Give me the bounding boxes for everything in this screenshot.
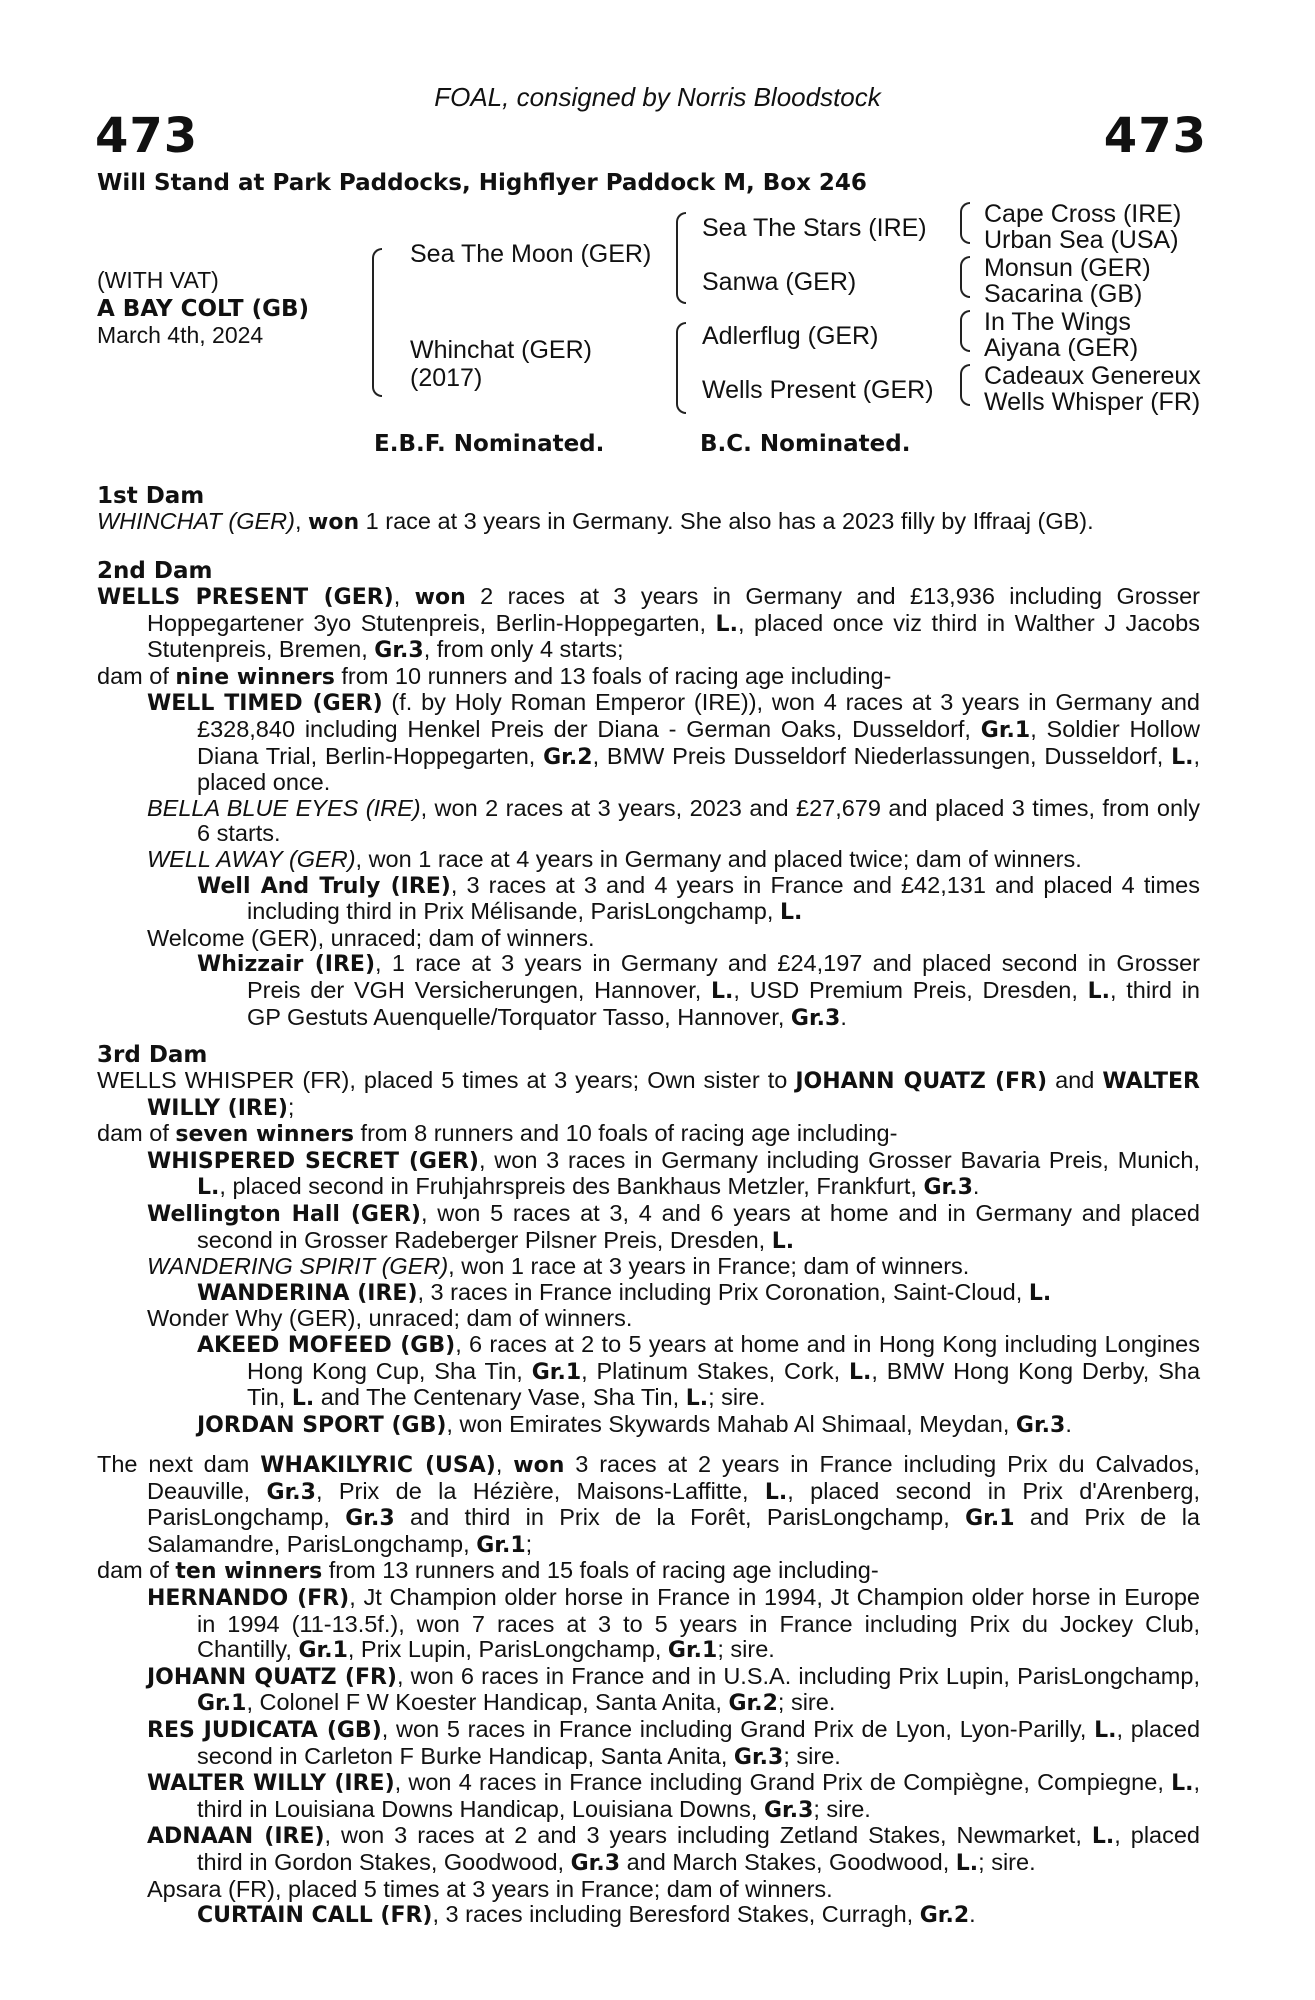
pedigree-paragraph [97, 690, 1200, 795]
bold-run: L. [711, 978, 734, 1004]
text-run: dam of [97, 1557, 176, 1584]
text-run: and [1047, 1067, 1103, 1093]
text-run: , 3 races at 3 and 4 years in France and £42,131 and placed 4 times including third in Prix Mélisande, ParisLongchamp, [247, 871, 1200, 925]
text-run: ; sire. [783, 1742, 841, 1769]
pedigree-brace-sire [676, 212, 686, 304]
text-run: ; sire. [717, 1636, 775, 1663]
text-run: , third in GP Gestuts Auenquelle/Torquator Tasso, Hannover, [247, 976, 1200, 1030]
text-run: , placed second in Prix d'Arenberg, ParisLongchamp, [147, 1477, 1200, 1531]
bold-run: nine winners [175, 664, 335, 690]
first-dam-paragraph [97, 509, 1200, 536]
text-run: , won 4 races in France including Grand Prix de Compiègne, Compiegne, [394, 1769, 1172, 1796]
bold-run: ten winners [175, 1559, 323, 1585]
text-run: , won 5 races in France including Grand Prix de Lyon, Lyon-Parilly, [381, 1715, 1095, 1742]
bold-run: L. [1028, 1280, 1052, 1306]
bold-run: L. [849, 1359, 872, 1385]
bold-run: Gr.3 [345, 1506, 395, 1532]
bold-run: won [414, 585, 466, 610]
pedigree-paragraph [97, 1717, 1200, 1770]
bold-run: WELLS PRESENT (GER) [97, 585, 394, 610]
pedigree-paragraph [97, 1254, 1200, 1280]
text-run: from 8 runners and 10 foals of racing age including- [354, 1120, 898, 1147]
ebf-nomination: E.B.F. Nominated. [374, 431, 605, 457]
text-run: , Jt Champion older horse in France in 1994, Jt Champion older horse in Europe in 1994 (11-13.5f.), won 7 races at 3 to 5 years in France including Prix du Jockey Club, Chantilly, [197, 1583, 1201, 1663]
text-run: . [1065, 1410, 1072, 1437]
text-run: Wonder Why (GER), unraced; dam of winners. [147, 1305, 633, 1332]
bold-run: WALTER WILLY (IRE) [147, 1069, 1200, 1121]
text-run: , Prix Lupin, ParisLongchamp, [347, 1636, 668, 1663]
pedigree-paragraph [97, 796, 1200, 847]
text-run: , won 1 race at 4 years in Germany and placed twice; dam of winners. [355, 845, 1082, 872]
bold-run: JORDAN SPORT (GB) [197, 1412, 447, 1438]
bold-run: ADNAAN (IRE) [147, 1824, 325, 1850]
pedigree-paragraph [97, 1877, 1200, 1903]
pedigree-paragraph [97, 1068, 1200, 1121]
bold-run: WANDERINA (IRE) [197, 1280, 418, 1306]
bold-run: Gr.1 [298, 1638, 348, 1664]
text-run: ; [287, 1093, 295, 1120]
bold-run: WHAKILYRIC (USA) [260, 1453, 496, 1478]
pedigree-dam-sire: Adlerflug (GER) [702, 322, 879, 350]
bold-run: L. [1087, 978, 1110, 1004]
text-run: , from only 4 starts; [423, 636, 624, 663]
bold-run: Well And Truly (IRE) [197, 873, 451, 899]
text-run: . [840, 1003, 847, 1030]
text-run: , placed second in Carleton F Burke Handicap, Santa Anita, [197, 1715, 1201, 1769]
bold-run: won [308, 510, 360, 535]
text-run: , 3 races including Beresford Stakes, Curragh, [432, 1901, 920, 1928]
bold-run: CURTAIN CALL (FR) [197, 1903, 433, 1929]
text-run: , placed once. [197, 742, 1201, 796]
bold-run: L. [1091, 1824, 1115, 1850]
pedigree-paragraph [97, 1823, 1200, 1876]
bold-run: L. [291, 1386, 315, 1412]
vat-note: (WITH VAT) [97, 267, 219, 293]
text-run: WELLS WHISPER (FR), placed 5 times at 3 years; Own sister to [97, 1067, 796, 1093]
pedigree-paragraph [97, 1148, 1200, 1201]
consignment-line: FOAL, consigned by Norris Bloodstock [434, 82, 881, 112]
pedigree-paragraph [97, 951, 1200, 1031]
pedigree-gg-2: Urban Sea (USA) [984, 226, 1179, 254]
text-run: , 1 race at 3 years in Germany and £24,197 and placed second in Grosser Preis der VGH Versicherungen, Hannover, [247, 950, 1200, 1003]
third-dam-section [97, 1068, 1200, 1438]
italic-run: WELL AWAY (GER) [147, 845, 356, 872]
text-run: , placed second in Fruhjahrspreis des Bankhaus Metzler, Frankfurt, [219, 1173, 924, 1200]
bold-run: Gr.1 [667, 1638, 718, 1664]
next-dam-section [97, 1452, 1200, 1929]
text-run: , won 3 races at 2 and 3 years including Zetland Stakes, Newmarket, [324, 1822, 1092, 1849]
pedigree-paragraph [97, 873, 1200, 926]
pedigree-paragraph [97, 1280, 1200, 1307]
pedigree-brace-g4 [960, 364, 970, 406]
text-run: , won 6 races in France and in U.S.A. including Prix Lupin, ParisLongchamp, [396, 1662, 1200, 1689]
text-run: ; [525, 1530, 533, 1557]
bold-run: L. [764, 1479, 788, 1505]
bold-run: Gr.1 [980, 717, 1031, 743]
italic-run: BELLA BLUE EYES (IRE) [147, 794, 421, 821]
pedigree-sire: Sea The Moon (GER) [410, 240, 652, 268]
bold-run: WALTER WILLY (IRE) [147, 1771, 395, 1797]
text-run: ; sire. [777, 1689, 836, 1716]
text-run: , [294, 508, 309, 534]
pedigree-brace-g3 [960, 310, 970, 352]
bold-run: L. [685, 1386, 709, 1412]
bold-run: Gr.3 [374, 638, 424, 664]
italic-run: WHINCHAT (GER) [97, 508, 295, 534]
bold-run: Gr.2 [728, 1691, 778, 1717]
second-dam-heading: 2nd Dam [97, 558, 213, 584]
bold-run: Gr.1 [476, 1532, 526, 1558]
horse-name: A BAY COLT (GB) [97, 296, 310, 322]
bold-run: Gr.3 [790, 1005, 841, 1031]
bold-run: Wellington Hall (GER) [147, 1201, 421, 1227]
pedigree-paragraph [97, 847, 1200, 873]
text-run: , won Emirates Skywards Mahab Al Shimaal, Meydan, [446, 1410, 1016, 1437]
bold-run: JOHANN QUATZ (FR) [147, 1664, 397, 1690]
pedigree-brace-dam [676, 322, 686, 414]
pedigree-paragraph [97, 1452, 1200, 1558]
text-run: from 10 runners and 13 foals of racing age including- [334, 662, 892, 689]
text-run: . [969, 1901, 976, 1928]
text-run: , 3 races in France including Prix Coronation, Saint-Cloud, [417, 1278, 1029, 1305]
lot-number-left: 473 [95, 108, 199, 164]
bold-run: Gr.3 [733, 1744, 784, 1770]
bold-run: WELL TIMED (GER) [147, 691, 383, 717]
bold-run: L. [779, 900, 803, 926]
text-run: , Platinum Stakes, Cork, [581, 1357, 850, 1384]
pedigree-paragraph [97, 1558, 1200, 1585]
pedigree-paragraph [97, 1201, 1200, 1254]
text-run: , USD Premium Preis, Dresden, [733, 976, 1088, 1003]
pedigree-brace-g2 [960, 256, 970, 298]
first-dam-heading: 1st Dam [97, 483, 205, 509]
text-run: , BMW Hong Kong Derby, Sha Tin, [247, 1357, 1201, 1411]
text-run: 3 races at 2 years in France including Prix du Calvados, Deauville, [147, 1451, 1200, 1504]
third-dam-heading: 3rd Dam [97, 1042, 208, 1068]
bold-run: HERNANDO (FR) [147, 1585, 350, 1611]
text-run: 1 race at 3 years in Germany. She also has a 2023 filly by Iffraaj (GB). [359, 508, 1094, 534]
bc-nomination: B.C. Nominated. [700, 431, 911, 457]
bold-run: Gr.3 [266, 1479, 316, 1505]
text-run: , 6 races at 2 to 5 years at home and in Hong Kong including Longines Hong Kong Cup, Sha Tin, [247, 1330, 1200, 1384]
pedigree-gg-3: Monsun (GER) [984, 254, 1151, 282]
bold-run: L. [715, 611, 738, 637]
text-run: Welcome (GER), unraced; dam of winners. [147, 924, 595, 951]
bold-run: WHISPERED SECRET (GER) [147, 1148, 479, 1174]
text-run: ; sire. [813, 1795, 871, 1822]
italic-run: WANDERING SPIRIT (GER) [147, 1253, 449, 1280]
bold-run: Gr.1 [197, 1691, 247, 1717]
bold-run: Gr.3 [923, 1175, 973, 1201]
pedigree-paragraph [97, 1121, 1200, 1148]
pedigree-paragraph [97, 1412, 1200, 1439]
bold-run: Gr.1 [531, 1359, 582, 1385]
text-run: , [495, 1451, 514, 1477]
pedigree-gg-6: Aiyana (GER) [984, 334, 1139, 362]
pedigree-dam-dam: Wells Present (GER) [702, 376, 934, 404]
bold-run: RES JUDICATA (GB) [147, 1717, 382, 1743]
bold-run: won [513, 1453, 565, 1478]
first-dam-text [97, 509, 1200, 536]
bold-run: Whizzair (IRE) [197, 952, 376, 978]
pedigree-gg-7: Cadeaux Genereux [984, 362, 1201, 390]
pedigree-brace-main [372, 248, 382, 397]
stand-location: Will Stand at Park Paddocks, Highflyer Paddock M, Box 246 [97, 170, 867, 196]
pedigree-sire-dam: Sanwa (GER) [702, 268, 857, 296]
pedigree-paragraph [97, 664, 1200, 691]
bold-run: L. [197, 1175, 220, 1201]
text-run: , third in Louisiana Downs Handicap, Louisiana Downs, [197, 1769, 1200, 1822]
text-run: from 13 runners and 15 foals of racing age including- [322, 1557, 879, 1584]
lot-number-right: 473 [1103, 108, 1207, 164]
text-run: and The Centenary Vase, Sha Tin, [314, 1384, 686, 1411]
text-run: , BMW Preis Dusseldorf Niederlassungen, Dusseldorf, [592, 742, 1172, 769]
text-run: ; sire. [708, 1384, 766, 1411]
bold-run: L. [1171, 744, 1194, 770]
pedigree-paragraph [97, 1902, 1200, 1929]
bold-run: L. [955, 1850, 979, 1876]
bold-run: seven winners [175, 1122, 355, 1148]
pedigree-paragraph [97, 1332, 1200, 1412]
text-run: Apsara (FR), placed 5 times at 3 years in France; dam of winners. [147, 1875, 833, 1902]
text-run: , Colonel F W Koester Handicap, Santa Anita, [246, 1689, 729, 1716]
bold-run: Gr.3 [570, 1850, 621, 1876]
text-run: , won 1 race at 3 years in France; dam of winners. [448, 1253, 970, 1280]
text-run: , won 5 races at 3, 4 and 6 years at home and in Germany and placed second in Grosser Radeberger Pilsner Preis, Dresden, [197, 1199, 1200, 1253]
text-run: . [972, 1173, 980, 1200]
pedigree-gg-1: Cape Cross (IRE) [984, 200, 1182, 228]
pedigree-sire-sire: Sea The Stars (IRE) [702, 214, 927, 242]
text-run: ; sire. [978, 1848, 1036, 1875]
text-run: , placed third in Gordon Stakes, Goodwood, [197, 1822, 1200, 1875]
pedigree-dam-year: (2017) [410, 364, 483, 392]
bold-run: Gr.3 [1015, 1412, 1066, 1438]
text-run: (f. by Holy Roman Emperor (IRE)), won 4 races at 3 years in Germany and £328,840 including Henkel Preis der Diana - German Oaks, Dusseldorf, [197, 689, 1200, 742]
text-run: , Soldier Hollow Diana Trial, Berlin-Hoppegarten, [197, 715, 1201, 769]
text-run: and Prix de la Salamandre, ParisLongchamp, [147, 1504, 1200, 1557]
bold-run: L. [1094, 1717, 1117, 1743]
bold-run: L. [1171, 1771, 1194, 1797]
text-run: dam of [97, 1120, 176, 1147]
bold-run: L. [771, 1228, 795, 1254]
text-run: and March Stakes, Goodwood, [620, 1848, 956, 1875]
pedigree-brace-g1 [960, 202, 970, 244]
bold-run: Gr.2 [919, 1903, 970, 1929]
text-run: and third in Prix de la Forêt, ParisLongchamp, [394, 1504, 966, 1531]
text-run: , [393, 583, 415, 609]
text-run: , won 2 races at 3 years, 2023 and £27,679 and placed 3 times, from only 6 starts. [197, 794, 1200, 847]
pedigree-paragraph [97, 1770, 1200, 1823]
pedigree-gg-5: In The Wings [984, 308, 1131, 336]
pedigree-paragraph [97, 1585, 1200, 1664]
bold-run: Gr.2 [543, 744, 593, 770]
pedigree-paragraph [97, 926, 1200, 952]
text-run: dam of [97, 662, 176, 689]
pedigree-gg-8: Wells Whisper (FR) [984, 388, 1201, 416]
horse-dob: March 4th, 2024 [97, 322, 264, 348]
text-run: , won 3 races in Germany including Grosser Bavaria Preis, Munich, [479, 1146, 1200, 1173]
text-run: , placed once viz third in Walther J Jacobs Stutenpreis, Bremen, [147, 609, 1200, 663]
text-run: The next dam [97, 1451, 261, 1477]
pedigree-dam: Whinchat (GER) [410, 336, 592, 364]
bold-run: Gr.1 [965, 1506, 1015, 1532]
pedigree-paragraph [97, 584, 1200, 664]
pedigree-paragraph [97, 1306, 1200, 1332]
pedigree-paragraph [97, 1664, 1200, 1717]
text-run: , Prix de la Hézière, Maisons-Laffitte, [315, 1477, 765, 1504]
bold-run: Gr.3 [763, 1797, 814, 1823]
text-run: 2 races at 3 years in Germany and £13,936 including Grosser Hoppegartener 3yo Stutenpreis, Berlin-Hoppegarten, [147, 583, 1201, 636]
bold-run: AKEED MOFEED (GB) [197, 1332, 456, 1358]
second-dam-section [97, 584, 1200, 1031]
bold-run: JOHANN QUATZ (FR) [795, 1069, 1048, 1094]
pedigree-gg-4: Sacarina (GB) [984, 280, 1143, 308]
